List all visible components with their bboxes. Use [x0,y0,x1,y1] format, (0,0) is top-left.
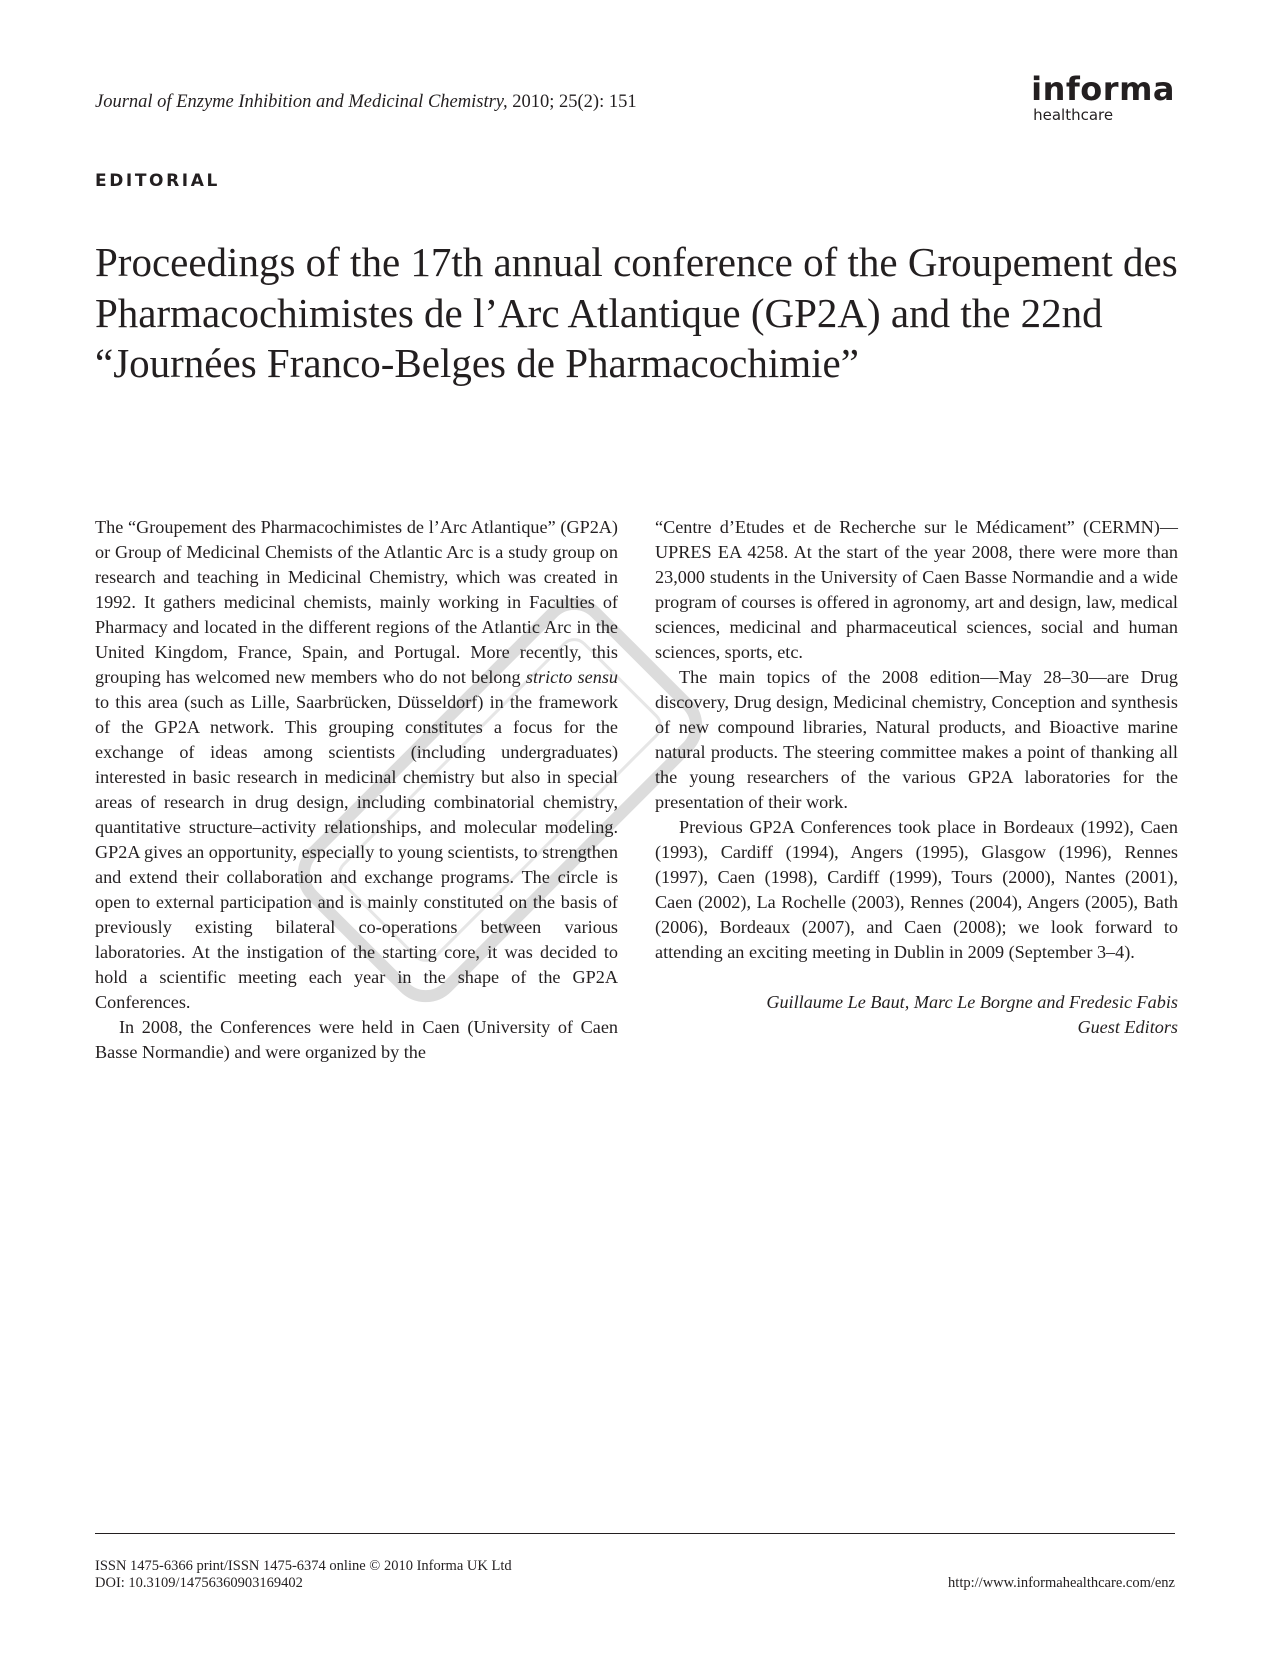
publisher-logo [1031,72,1175,124]
paragraph-conferences-continued: “Centre d’Etudes et de Recherche sur le Médicament” (CERMN)—UPRES EA 4258. At the start of the year 2008, there were more than 23,000 students in the University of Caen Basse Normandie and a wide program of courses is offered in agronomy, art and design, law, medical sciences, medicinal and pharmaceutical sciences, social and human sciences, sports, etc. [655,517,1178,662]
body-column-right [655,515,1178,1040]
journal-citation [95,92,637,113]
footer-issn: ISSN 1475-6366 print/ISSN 1475-6374 online © 2010 Informa UK Ltd [95,1558,512,1574]
paragraph-intro [95,515,618,1015]
article-title: Proceedings of the 17th annual conference of the Groupement des Pharmacochimistes de l’Arc Atlantique (GP2A) and the 22nd “Journées Franco-Belges de Pharmacochimie” [95,239,1178,386]
paragraph-intro-text-b: to this area (such as Lille, Saarbrücken, Düsseldorf) in the framework of the GP2A network. This grouping constitutes a focus for the exchange of ideas among scientists (including undergraduates) interested in basic research in medicinal chemistry but also in special areas of research in drug design, including combinatorial chemistry, quantitative structure–activity relationships, and molecular modeling. GP2A gives an opportunity, especially to young scientists, to strengthen and extend their collaboration and exchange programs. The circle is open to external participation and is mainly constituted on the basis of previously existing bilateral co-operations between various laboratories. At the instigation of the starting core, it was decided to hold a scientific meeting each year in the shape of the GP2A Conferences. [95,692,618,1012]
paragraph-conferences-start: In 2008, the Conferences were held in Caen (University of Caen Basse Normandie) and were organized by the [95,1017,618,1062]
footer-publication-info [95,1558,512,1592]
journal-volume-issue: 2010; 25(2): 151 [507,92,637,112]
footer-divider [95,1533,1175,1534]
editor-signature [655,990,1178,1040]
editor-role: Guest Editors [1077,1017,1178,1037]
logo-wordmark: informa [1031,70,1175,108]
paragraph-topics: The main topics of the 2008 edition—May 28–30—are Drug discovery, Drug design, Medicinal chemistry, Conception and synthesis of new compound libraries, Natural products, and Bioactive marine natural products. The steering committee makes a point of thanking all the young researchers of the various GP2A laboratories for the presentation of their work. [655,667,1178,812]
footer-doi: DOI: 10.3109/14756360903169402 [95,1575,303,1591]
journal-name: Journal of Enzyme Inhibition and Medicinal Chemistry, [95,92,508,112]
paragraph-intro-italic: stricto sensu [525,667,618,687]
section-label: EDITORIAL [95,171,220,191]
body-column-left [95,515,618,1065]
editor-names: Guillaume Le Baut, Marc Le Borgne and Fredesic Fabis [766,992,1178,1012]
logo-subtitle: healthcare [1033,106,1114,124]
paragraph-previous-conferences: Previous GP2A Conferences took place in Bordeaux (1992), Caen (1993), Cardiff (1994), Angers (1995), Glasgow (1996), Rennes (1997), Caen (1998), Cardiff (1999), Tours (2000), Nantes (2001), Caen (2002), La Rochelle (2003), Rennes (2004), Angers (2005), Bath (2006), Bordeaux (2007), and Caen (2008); we look forward to attending an exciting meeting in Dublin in 2009 (September 3–4). [655,817,1178,962]
footer-url-link[interactable]: http://www.informahealthcare.com/enz [948,1575,1175,1591]
paragraph-intro-text-a: The “Groupement des Pharmacochimistes de l’Arc Atlantique” (GP2A) or Group of Medicinal Chemists of the Atlantic Arc is a study group on research and teaching in Medicinal Chemistry, which was created in 1992. It gathers medicinal chemists, mainly working in Faculties of Pharmacy and located in the different regions of the Atlantic Arc in the United Kingdom, France, Spain, and Portugal. More recently, this grouping has welcomed new members who do not belong [95,517,618,687]
